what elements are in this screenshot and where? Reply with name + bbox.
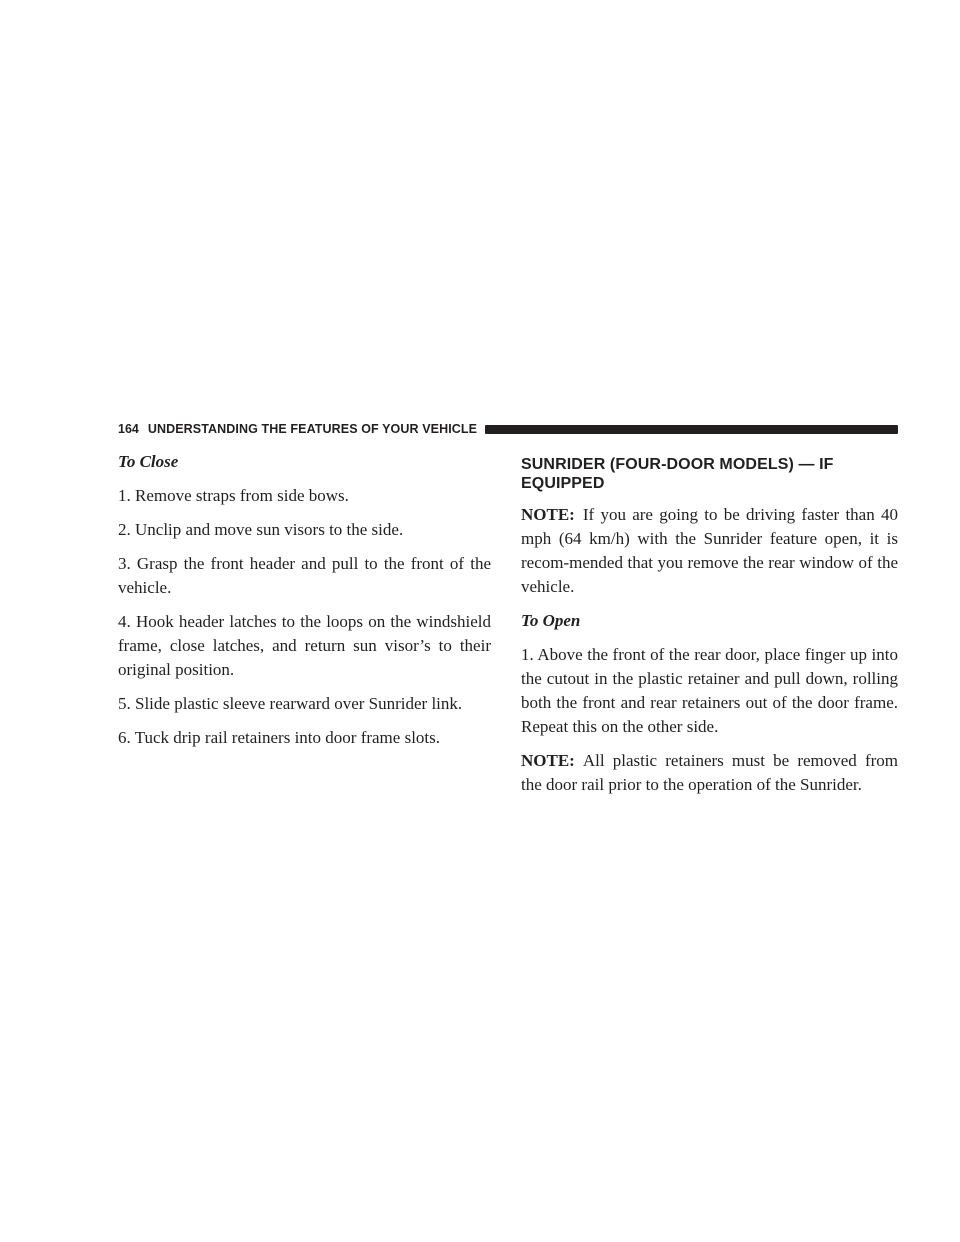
subheading-to-open: To Open [521, 611, 581, 630]
left-column [118, 450, 491, 760]
step-2: 2. Unclip and move sun visors to the side. [118, 520, 404, 539]
section-heading: SUNRIDER (FOUR-DOOR MODELS) — IF EQUIPPED [521, 456, 834, 492]
page-header [118, 420, 898, 438]
step-5: 5. Slide plastic sleeve rearward over Sunrider link. [118, 694, 463, 713]
subheading-to-close: To Close [118, 452, 179, 471]
note-text: All plastic retainers must be removed from the door rail prior to the operation of the Sunrider. [521, 751, 898, 794]
note-text: If you are going to be driving faster than 40 mph (64 km/h) with the Sunrider feature open, it is recom-mended that you remove the rear window of the vehicle. [521, 505, 898, 596]
running-title: UNDERSTANDING THE FEATURES OF YOUR VEHICLE [147, 422, 478, 436]
note-paragraph-1 [521, 503, 898, 599]
step-1: 1. Remove straps from side bows. [118, 486, 349, 505]
note-paragraph-2 [521, 749, 898, 797]
step-3: 3. Grasp the front header and pull to the front of the vehicle. [118, 554, 491, 597]
right-column [521, 450, 898, 807]
page-number: 164 [118, 422, 139, 436]
step-6: 6. Tuck drip rail retainers into door frame slots. [118, 728, 441, 747]
header-rule [485, 425, 898, 434]
open-step-1: 1. Above the front of the rear door, place finger up into the cutout in the plastic retainer and pull down, rolling both the front and rear retainers out of the door frame. Repeat this on the other side. [521, 645, 898, 736]
step-4: 4. Hook header latches to the loops on the windshield frame, close latches, and return sun visor’s to their original position. [118, 612, 491, 679]
note-label: NOTE: [521, 505, 575, 524]
note-label: NOTE: [521, 751, 575, 770]
